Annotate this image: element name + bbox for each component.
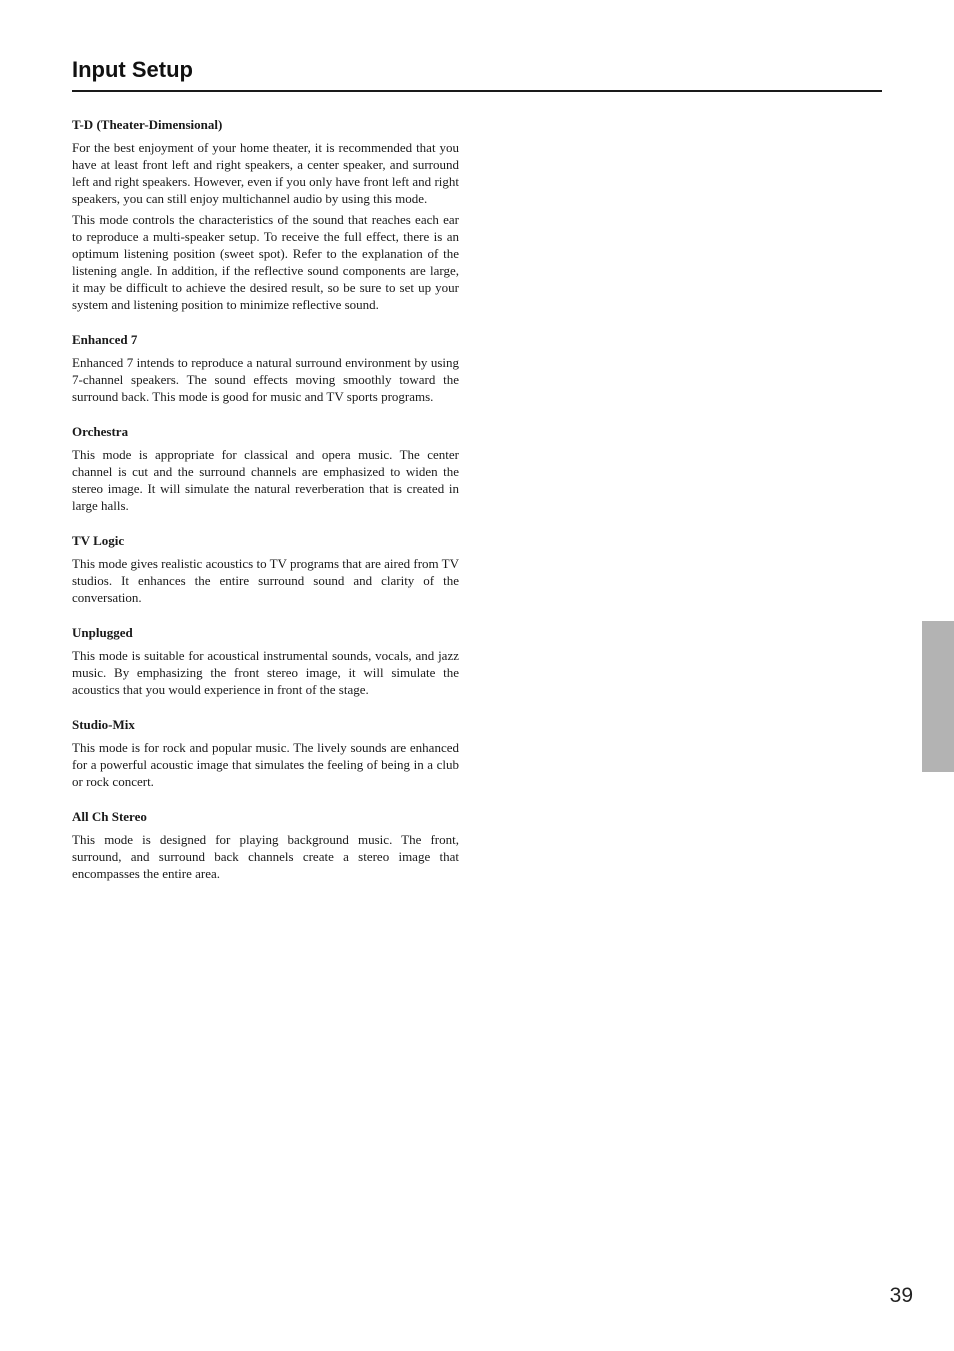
section-heading: T-D (Theater-Dimensional)	[72, 117, 223, 132]
section-heading: Unplugged	[72, 625, 133, 640]
page-title: Input Setup	[72, 57, 193, 82]
chapter-side-tab	[922, 621, 954, 772]
section-unplugged	[72, 624, 459, 698]
section-paragraph: This mode is for rock and popular music. The lively sounds are enhanced for a powerful acoustic image that simulates the feeling of being in a club or rock concert.	[72, 740, 459, 789]
section-paragraph: This mode gives realistic acoustics to TV programs that are aired from TV studios. It enhances the entire surround sound and clarity of the conversation.	[72, 556, 460, 605]
section-paragraph: Enhanced 7 intends to reproduce a natural surround environment by using 7-channel speakers. The sound effects moving smoothly toward the surround back. This mode is good for music and TV sports programs.	[72, 355, 459, 404]
section-heading: All Ch Stereo	[72, 809, 147, 824]
page-header	[72, 54, 882, 92]
section-paragraph: This mode is suitable for acoustical instrumental sounds, vocals, and jazz music. By emphasizing the front stereo image, it will simulate the acoustics that you would experience in front of the stage.	[72, 648, 459, 697]
content-column	[72, 116, 459, 900]
section-all-ch-stereo	[72, 808, 459, 882]
section-td-theater-dimensional	[72, 116, 459, 313]
section-enhanced-7	[72, 331, 459, 405]
section-heading: Studio-Mix	[72, 717, 135, 732]
section-heading: Enhanced 7	[72, 332, 138, 347]
section-paragraph: This mode is designed for playing background music. The front, surround, and surround back channels create a stereo image that encompasses the entire area.	[72, 832, 459, 881]
section-paragraph: For the best enjoyment of your home theater, it is recommended that you have at least front left and right speakers, a center speaker, and surround left and right speakers. However, even if you only have front left and right speakers, you can still enjoy multichannel audio by using this mode.	[72, 140, 459, 206]
section-orchestra	[72, 423, 459, 514]
section-heading: Orchestra	[72, 424, 129, 439]
page-number: 39	[889, 1284, 913, 1307]
section-tv-logic	[72, 532, 459, 606]
section-paragraph: This mode controls the characteristics of the sound that reaches each ear to reproduce a multi-speaker setup. To receive the full effect, there is an optimum listening position (sweet spot). Refer to the explanation of the listening angle. In addition, if the reflective sound components are large, it may be difficult to achieve the desired result, so be sure to set up your system and listening position to minimize reflective sound.	[72, 212, 459, 312]
section-heading: TV Logic	[72, 533, 125, 548]
section-paragraph: This mode is appropriate for classical and opera music. The center channel is cut and the surround channels are emphasized to widen the stereo image. It will simulate the natural reverberation that is created in large halls.	[72, 447, 459, 513]
section-studio-mix	[72, 716, 459, 790]
